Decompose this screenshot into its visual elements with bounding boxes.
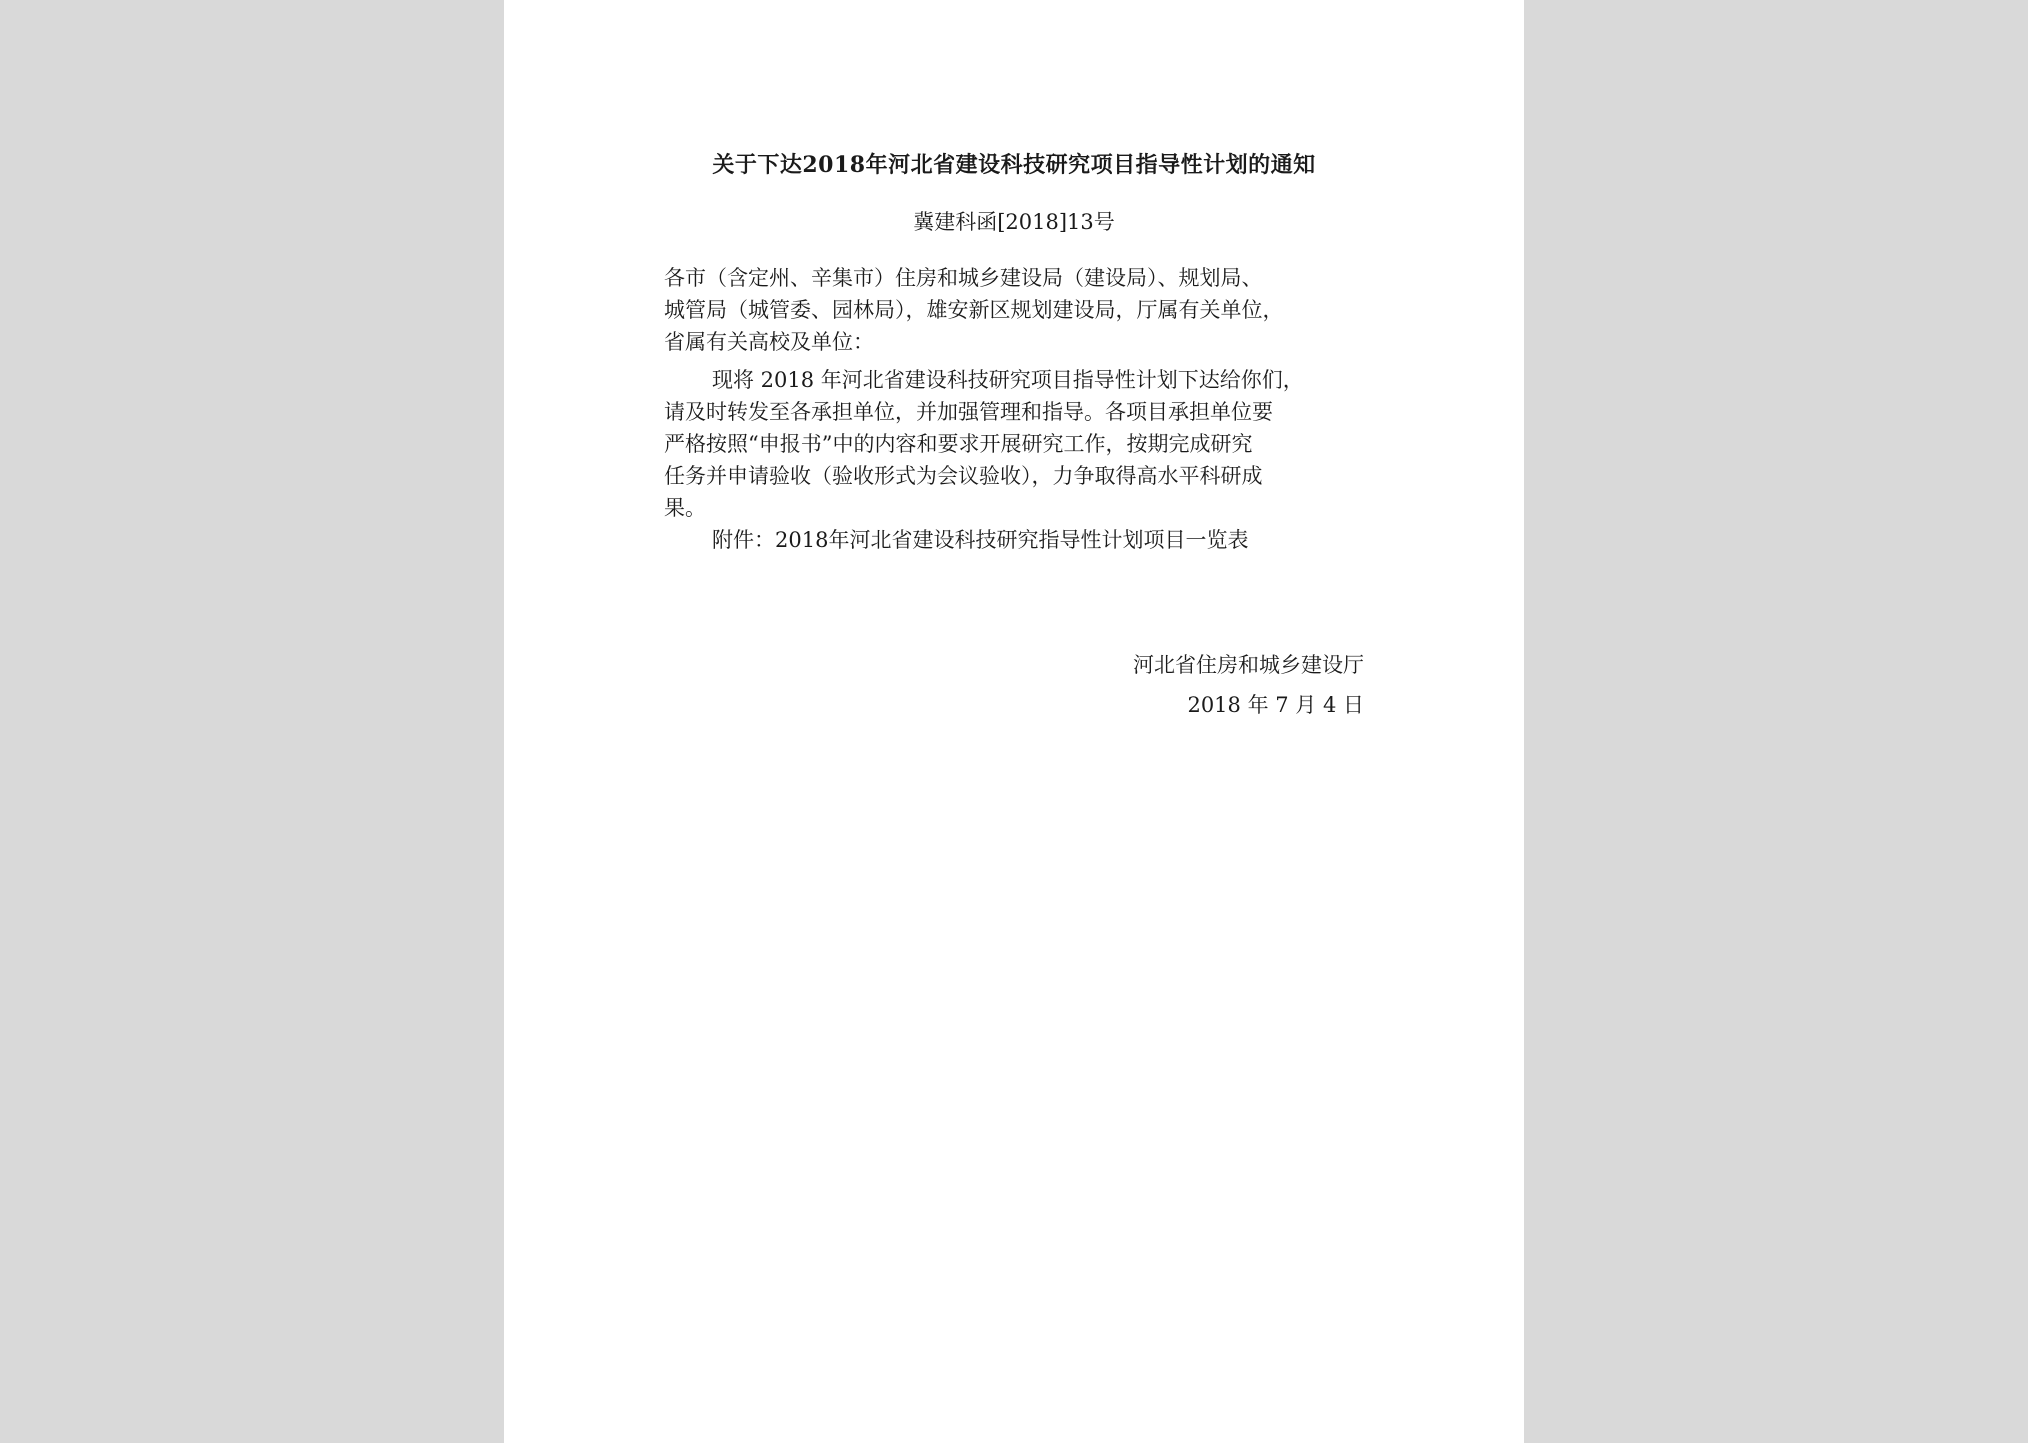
addressee-line: 各市（含定州、辛集市）住房和城乡建设局（建设局）、规划局、 (664, 266, 1263, 290)
body-line: 请及时转发至各承担单位，并加强管理和指导。各项目承担单位要 (664, 400, 1273, 424)
body-line: 任务并申请验收（验收形式为会议验收），力争取得高水平科研成 (664, 464, 1263, 488)
body-line: 果。 (664, 496, 706, 520)
signature-block (1133, 645, 1364, 725)
issue-date: 2018 年 7 月 4 日 (1187, 693, 1364, 717)
body-line: 现将 2018 年河北省建设科技研究项目指导性计划下达给你们， (712, 368, 1304, 392)
issuing-organization: 河北省住房和城乡建设厅 (1133, 653, 1364, 677)
document-body (664, 262, 1364, 556)
attachment-line: 附件：2018年河北省建设科技研究指导性计划项目一览表 (712, 528, 1249, 552)
addressee-line: 城管局（城管委、园林局），雄安新区规划建设局，厅属有关单位， (664, 298, 1284, 322)
body-line: 严格按照“申报书”中的内容和要求开展研究工作，按期完成研究 (664, 432, 1253, 456)
main-paragraph (664, 364, 1364, 524)
addressees (664, 262, 1364, 358)
document-page (504, 0, 1524, 1443)
document-number: 冀建科函[2018]13号 (913, 210, 1115, 234)
document-title: 关于下达2018年河北省建设科技研究项目指导性计划的通知 (712, 152, 1316, 178)
addressee-line: 省属有关高校及单位： (664, 330, 874, 354)
